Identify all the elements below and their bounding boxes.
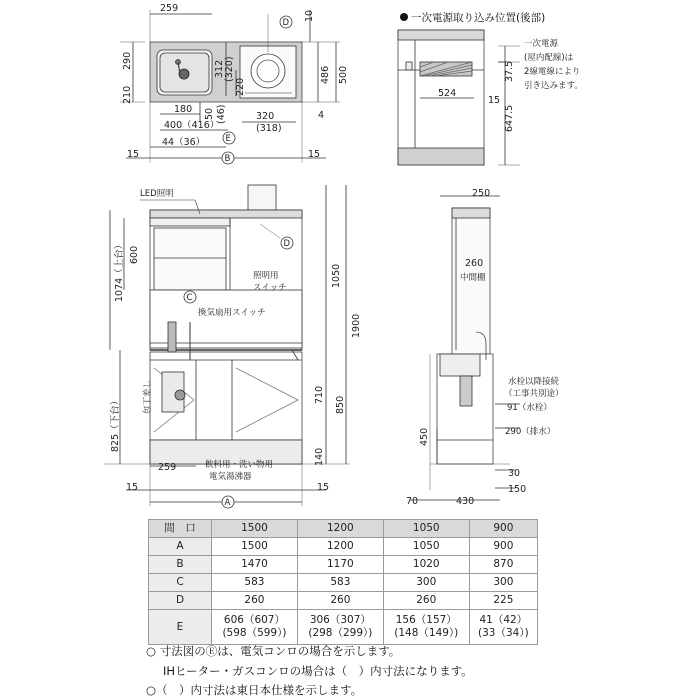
front-dim-850: 850 <box>335 395 346 414</box>
table-cell: 583 <box>212 574 298 592</box>
drain-label: 290（排水） <box>505 427 556 437</box>
bullet-icon <box>400 13 408 21</box>
table-row <box>149 556 538 574</box>
water-label-line-2: （工事共別途） <box>504 389 564 399</box>
cell-line: 156（157） <box>395 614 457 626</box>
table-row <box>149 592 538 610</box>
note-line-1: ○ 寸法図のⒺは、電気コンロの場合を示します。 <box>146 644 401 658</box>
mid-shelf-label: 中間棚 <box>460 273 486 283</box>
top-dim-220: 220 <box>235 77 246 96</box>
table-cell: 1500 <box>212 538 298 556</box>
size-table <box>148 519 538 645</box>
header-1050: 1050 <box>383 520 469 538</box>
table-row <box>149 574 538 592</box>
table-cell: 1050 <box>383 538 469 556</box>
power-note-line-3: 2線電線により <box>524 67 581 77</box>
table-row <box>149 538 538 556</box>
table-cell: 870 <box>469 556 537 574</box>
table-cell: 900 <box>469 538 537 556</box>
top-dim-320p: (320) <box>224 56 235 82</box>
top-dim-180: 180 <box>174 104 193 115</box>
power-dim-15: 15 <box>488 95 501 106</box>
top-dim-312: 312 <box>214 59 225 78</box>
front-dim-140: 140 <box>314 447 325 466</box>
top-dim-259: 259 <box>160 3 179 14</box>
faucet-label: 91（水栓） <box>507 403 552 413</box>
table-cell <box>297 610 383 645</box>
side-view <box>410 196 520 500</box>
top-dim-210: 210 <box>122 85 133 104</box>
heater-label-line-2: 電気湯沸器 <box>209 472 252 482</box>
table-cell <box>212 610 298 645</box>
front-marker-c: C <box>186 293 193 303</box>
front-dim-15-left: 15 <box>126 482 139 493</box>
table-cell <box>383 610 469 645</box>
top-dim-15-right: 15 <box>308 149 321 160</box>
top-dim-486: 486 <box>320 65 331 84</box>
top-dim-15-left: 15 <box>127 149 140 160</box>
heater-label-line-1: 飲料用・洗い物用 <box>205 460 274 470</box>
note-line-3: ○（ ）内寸法は東日本仕様を示します。 <box>146 683 363 697</box>
side-dim-450: 450 <box>419 427 430 446</box>
water-label-line-1: 水栓以降接続 <box>508 377 560 387</box>
table-cell: 583 <box>297 574 383 592</box>
fan-switch-label: 換気扇用スイッチ <box>198 308 266 318</box>
cell-line: (148（149）) <box>394 627 459 639</box>
table-cell: 1020 <box>383 556 469 574</box>
front-dim-710: 710 <box>314 385 325 404</box>
top-marker-d: D <box>282 18 290 28</box>
power-note-line-1: 一次電源 <box>524 39 559 49</box>
top-dim-44: 44（36） <box>162 137 206 148</box>
power-dim-6475: 647.5 <box>504 104 515 132</box>
note-line-2: IHヒーター・ガスコンロの場合は（ ）内寸法になります。 <box>163 664 473 678</box>
top-dim-290: 290 <box>122 51 133 70</box>
row-label: C <box>149 574 212 592</box>
table-cell: 260 <box>297 592 383 610</box>
power-dim-524: 524 <box>438 88 457 99</box>
power-note-line-2: (屋内配線)は <box>524 53 574 63</box>
cell-line: (598（599）) <box>222 627 287 639</box>
front-marker-d: D <box>283 239 291 249</box>
power-note-line-4: 引き込みます。 <box>524 81 583 91</box>
front-dim-259: 259 <box>158 462 177 473</box>
table-cell: 300 <box>383 574 469 592</box>
side-dim-430: 430 <box>456 496 475 507</box>
front-dim-825: 825（下台） <box>110 395 121 452</box>
top-dim-10: 10 <box>304 9 315 22</box>
top-marker-e: E <box>225 134 231 144</box>
power-title: 一次電源取り込み位置(後部) <box>411 12 546 24</box>
top-dim-318p: (318) <box>256 123 282 134</box>
top-dim-50: 50 <box>204 107 215 120</box>
side-dim-260: 260 <box>465 258 484 269</box>
table-cell: 300 <box>469 574 537 592</box>
table-header-row <box>149 520 538 538</box>
top-dim-4: 4 <box>318 110 325 121</box>
cell-line: 606（607） <box>223 614 285 626</box>
side-dim-250: 250 <box>472 188 491 199</box>
top-marker-b: B <box>224 154 231 164</box>
table-cell: 1470 <box>212 556 298 574</box>
front-dim-1900: 1900 <box>351 313 362 338</box>
cell-line: (298（299）) <box>308 627 373 639</box>
led-label: LED照明 <box>140 189 174 199</box>
header-900: 900 <box>469 520 537 538</box>
table-cell: 225 <box>469 592 537 610</box>
row-label: B <box>149 556 212 574</box>
top-dim-400: 400（416） <box>164 120 220 131</box>
table-cell: 1170 <box>297 556 383 574</box>
side-dim-150: 150 <box>508 484 527 495</box>
header-1200: 1200 <box>297 520 383 538</box>
table-cell: 260 <box>383 592 469 610</box>
top-dim-320: 320 <box>256 111 275 122</box>
knife-holder-label: 包丁差し <box>143 379 153 414</box>
header-frontage: 間 口 <box>149 520 212 538</box>
side-dim-30: 30 <box>508 468 521 479</box>
row-label: E <box>149 610 212 645</box>
power-dim-375: 37.5 <box>504 60 515 82</box>
front-dim-600: 600 <box>129 245 140 264</box>
front-dim-15-right: 15 <box>317 482 330 493</box>
row-label: A <box>149 538 212 556</box>
front-dim-1074: 1074（上台） <box>114 239 125 302</box>
front-dim-1050: 1050 <box>331 263 342 288</box>
switch-label-line-1: 照明用 <box>253 271 279 281</box>
header-1500: 1500 <box>212 520 298 538</box>
cell-line: 306（307） <box>309 614 371 626</box>
front-marker-a: A <box>224 498 231 508</box>
cell-line: (33（34）) <box>478 627 529 639</box>
switch-label-line-2: スイッチ <box>253 283 287 293</box>
top-dim-500: 500 <box>338 65 349 84</box>
table-cell: 1200 <box>297 538 383 556</box>
table-cell <box>469 610 537 645</box>
top-dim-46p: (46) <box>216 104 227 124</box>
side-dim-70: 70 <box>406 496 419 507</box>
cell-line: 41（42） <box>479 614 528 626</box>
table-cell: 260 <box>212 592 298 610</box>
table-row <box>149 610 538 645</box>
power-view <box>398 30 520 165</box>
row-label: D <box>149 592 212 610</box>
